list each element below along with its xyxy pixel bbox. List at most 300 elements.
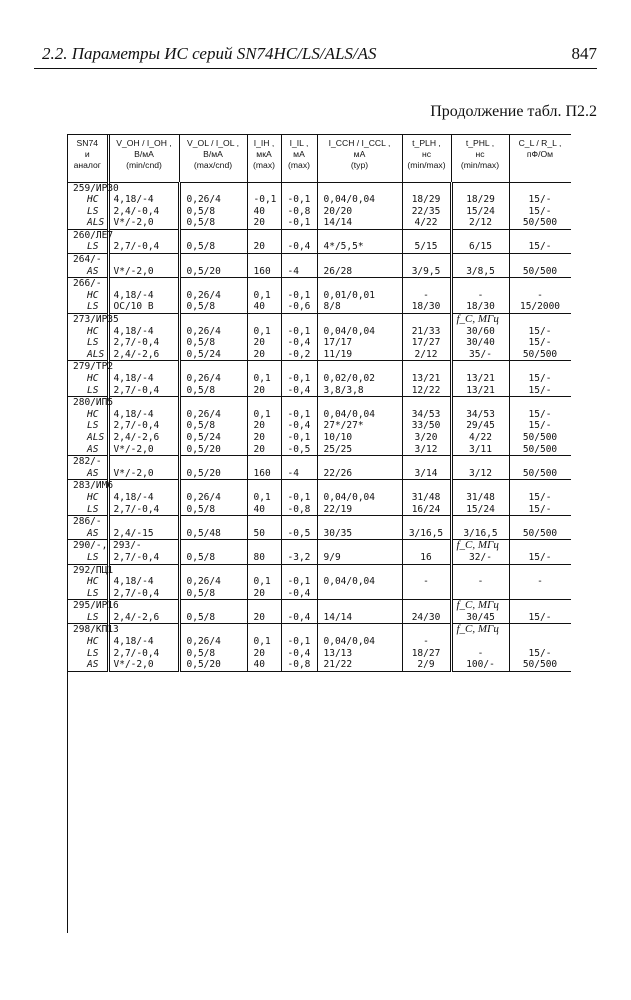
device-number: 292/ПЦ1 — [73, 564, 114, 576]
param-cell — [247, 254, 281, 278]
device-cell — [68, 624, 119, 671]
cell-value: -0,6 — [287, 301, 311, 313]
cell-value: 0,5/8 — [186, 587, 216, 599]
spacer-line — [510, 456, 571, 468]
param-cell — [108, 397, 179, 456]
spacer-line — [510, 565, 571, 577]
device-number: 298/КП13 — [73, 624, 119, 636]
cell-value: 15/- — [528, 408, 552, 420]
spacer-line — [288, 540, 317, 552]
table-row — [68, 600, 571, 624]
cell-value: 0,1 — [253, 408, 271, 420]
cell-value: 0,5/20 — [186, 659, 221, 671]
param-cell — [281, 540, 317, 564]
cell-value: 6/15 — [469, 241, 492, 253]
cell-value: - — [537, 576, 543, 588]
series-label: LS — [87, 611, 99, 623]
param-cell — [247, 600, 281, 624]
param-cell — [247, 314, 281, 361]
cell-value: 3/9,5 — [411, 265, 441, 277]
cell-value: OC/10 В — [113, 301, 154, 313]
spacer-line — [403, 600, 450, 612]
spacer-line — [324, 600, 402, 612]
param-cell — [317, 229, 402, 253]
spacer-line — [254, 480, 281, 492]
param-cell — [451, 456, 509, 480]
spacer-line — [187, 314, 247, 326]
cell-value: 2/9 — [417, 659, 435, 671]
spacer-line — [187, 516, 247, 528]
cell-value: - — [423, 576, 429, 588]
param-cell — [451, 314, 509, 361]
device-number: 282/- — [73, 456, 102, 468]
table-row — [68, 278, 571, 314]
cell-value: 0,04/0,04 — [323, 408, 375, 420]
spacer-line — [288, 397, 317, 409]
spacer-line — [254, 624, 281, 636]
cell-value: 15/- — [528, 384, 552, 396]
cell-value: 2,4/-2,6 — [113, 348, 160, 360]
spacer-line — [254, 254, 281, 266]
spacer-line — [288, 456, 317, 468]
cell-value: 15/- — [528, 205, 552, 217]
device-number: 290/-, 293/- — [73, 540, 142, 552]
param-cell — [317, 254, 402, 278]
cell-value: 26/28 — [323, 265, 353, 277]
param-cell — [281, 624, 317, 671]
param-cell — [281, 314, 317, 361]
cell-value: 2,4/-2,6 — [113, 431, 160, 443]
cell-value: 20 — [253, 431, 265, 443]
cell-value: 0,5/8 — [186, 611, 216, 623]
cell-value: -0,4 — [287, 384, 311, 396]
spacer-line — [324, 540, 402, 552]
param-cell — [179, 361, 247, 397]
table-row — [68, 540, 571, 564]
param-cell — [402, 361, 451, 397]
param-cell — [402, 456, 451, 480]
param-cell — [108, 229, 179, 253]
spacer-line — [254, 397, 281, 409]
cell-value: 16 — [420, 551, 432, 563]
table-caption: Продолжение табл. П2.2 — [430, 103, 597, 120]
device-cell — [68, 600, 119, 624]
spacer-line — [510, 600, 571, 612]
col-header: t_PHL , нс (min/max) — [451, 135, 509, 182]
param-cell — [451, 600, 509, 624]
cell-value: 4,18/-4 — [113, 408, 154, 420]
cell-value: -0,8 — [287, 205, 311, 217]
cell-value: 15/- — [528, 491, 552, 503]
param-cell — [247, 182, 281, 229]
cell-value: 31/48 — [411, 491, 441, 503]
param-cell — [179, 314, 247, 361]
device-number: 279/ТР2 — [73, 361, 114, 373]
cell-value: 2,4/-0,4 — [113, 205, 160, 217]
param-cell — [108, 456, 179, 480]
table-row — [68, 314, 571, 361]
cell-value: -0,1 — [287, 408, 311, 420]
param-cell — [281, 456, 317, 480]
series-label: HC — [87, 194, 99, 206]
fc-note: f_C, МГц — [456, 539, 499, 552]
param-cell — [317, 564, 402, 600]
spacer-line — [324, 278, 402, 290]
cell-value — [403, 588, 450, 600]
series-label: LS — [87, 503, 99, 515]
spacer-line — [114, 361, 178, 373]
cell-value: 0,5/8 — [186, 647, 216, 659]
spacer-line — [288, 624, 317, 636]
cell-value: 3,8/3,8 — [323, 384, 364, 396]
spacer-line — [324, 254, 402, 266]
cell-value: 18/29 — [466, 194, 495, 206]
param-cell — [108, 516, 179, 540]
param-cell — [179, 624, 247, 671]
device-number: 286/- — [73, 516, 102, 528]
cell-value: 0,04/0,04 — [323, 491, 375, 503]
cell-value — [324, 588, 402, 600]
device-cell — [68, 229, 114, 253]
param-cell — [509, 182, 571, 229]
cell-value: 3/12 — [469, 467, 492, 479]
param-cell — [281, 397, 317, 456]
cell-value: 34/53 — [466, 408, 495, 420]
series-label: ALS — [87, 348, 105, 360]
spacer-line — [453, 254, 509, 266]
cell-value: 2,7/-0,4 — [113, 587, 160, 599]
page-header — [34, 44, 597, 69]
param-cell — [451, 229, 509, 253]
cell-value: 18/27 — [411, 647, 441, 659]
cell-value: 0,5/48 — [186, 527, 221, 539]
series-label: AS — [87, 659, 99, 671]
param-cell — [509, 480, 571, 516]
table-row — [68, 397, 571, 456]
device-cell — [68, 314, 119, 361]
spacer-line — [187, 480, 247, 492]
device-number: 280/ИП5 — [73, 397, 114, 409]
spacer-line — [403, 480, 450, 492]
spacer-line — [187, 540, 247, 552]
cell-value: 2,7/-0,4 — [113, 384, 160, 396]
spacer-line — [288, 516, 317, 528]
param-cell — [509, 229, 571, 253]
cell-value: 2,7/-0,4 — [113, 241, 160, 253]
spacer-line — [254, 565, 281, 577]
fc-note: f_C, МГц — [456, 623, 499, 636]
cell-value: 0,5/8 — [186, 301, 216, 313]
cell-value: 0,26/4 — [186, 636, 221, 648]
cell-value: 50/500 — [522, 265, 558, 277]
device-number: 266/- — [73, 278, 102, 290]
spacer-line — [324, 516, 402, 528]
cell-value: 20 — [253, 420, 265, 432]
spacer-line — [114, 600, 178, 612]
cell-value: 15/2000 — [519, 301, 561, 313]
spacer-line — [254, 183, 281, 195]
param-cell — [317, 314, 402, 361]
cell-value: 0,5/20 — [186, 443, 221, 455]
spacer-line — [254, 516, 281, 528]
cell-value: 30/35 — [323, 527, 353, 539]
cell-value: 0,5/8 — [186, 337, 216, 349]
cell-value: 13/13 — [323, 647, 353, 659]
cell-value: 15/- — [528, 325, 552, 337]
col-header: C_L / R_L , пФ/Ом — [509, 135, 571, 182]
param-cell — [247, 229, 281, 253]
spacer-line — [510, 540, 571, 552]
cell-value: -0,1 — [287, 491, 311, 503]
cell-value: -0,4 — [287, 587, 311, 599]
cell-value: -3,2 — [287, 551, 311, 563]
col-header: I_IL , мА (max) — [281, 135, 317, 182]
spacer-line — [324, 397, 402, 409]
cell-value: 50/500 — [522, 431, 558, 443]
col-header: t_PLH , нс (min/max) — [402, 135, 451, 182]
cell-value: 15/24 — [466, 503, 495, 515]
cell-value: 0,5/8 — [186, 205, 216, 217]
spacer-line — [324, 314, 402, 326]
cell-value: -0,4 — [287, 241, 311, 253]
cell-value: 40 — [253, 301, 265, 313]
device-number: 283/ИМ6 — [73, 480, 114, 492]
spacer-line — [510, 624, 571, 636]
spacer-line — [288, 314, 317, 326]
cell-value: 14/14 — [323, 611, 353, 623]
cell-value: V*/-2,0 — [113, 443, 154, 455]
col-header: V_OH / I_OH , В/мА (min/cnd) — [108, 135, 179, 182]
cell-value: 33/50 — [411, 420, 441, 432]
col-header: V_OL / I_OL , В/мА (max/cnd) — [179, 135, 247, 182]
cell-value: -0,5 — [287, 443, 311, 455]
cell-value: 0,5/8 — [186, 503, 216, 515]
param-cell — [281, 229, 317, 253]
table-row — [68, 254, 571, 278]
spacer-line — [114, 397, 178, 409]
cell-value: 0,1 — [253, 636, 271, 648]
cell-value: 35/- — [469, 348, 492, 360]
spacer-line — [324, 361, 402, 373]
cell-value: 18/29 — [411, 194, 441, 206]
cell-value: 16/24 — [411, 503, 441, 515]
series-label: LS — [87, 205, 99, 217]
param-cell — [247, 456, 281, 480]
cell-value: 20 — [253, 611, 265, 623]
param-cell — [402, 278, 451, 314]
cell-value: 20 — [253, 217, 265, 229]
param-cell — [451, 540, 509, 564]
cell-value: 13/21 — [411, 373, 441, 384]
device-cell — [68, 516, 108, 540]
spacer-line — [403, 254, 450, 266]
param-cell — [402, 540, 451, 564]
spacer-line — [288, 183, 317, 195]
series-label: HC — [87, 289, 99, 301]
param-cell — [247, 564, 281, 600]
cell-value: 20/20 — [323, 205, 353, 217]
param-cell — [509, 540, 571, 564]
cell-value: 15/24 — [466, 205, 495, 217]
cell-value: 100/- — [466, 659, 495, 671]
device-number: 259/ИР30 — [73, 182, 119, 194]
cell-value: 3/20 — [414, 431, 438, 443]
table-header-row — [68, 135, 571, 182]
param-cell — [402, 314, 451, 361]
cell-value: 15/- — [528, 337, 552, 349]
cell-value: -0,1 — [287, 576, 311, 588]
cell-value: 4,18/-4 — [113, 491, 154, 503]
cell-value: 0,5/8 — [186, 420, 216, 432]
cell-value: 14/14 — [323, 217, 353, 229]
param-cell — [451, 278, 509, 314]
series-label: AS — [87, 443, 99, 455]
cell-value: -0,1 — [287, 289, 311, 301]
param-cell — [509, 254, 571, 278]
cell-value: 5/15 — [414, 241, 438, 253]
param-cell — [317, 516, 402, 540]
cell-value: 3/8,5 — [466, 265, 495, 277]
cell-value: 13/21 — [466, 373, 495, 384]
cell-value: 15/- — [528, 503, 552, 515]
cell-value: 9/9 — [323, 551, 341, 563]
cell-value: -0,1 — [287, 636, 311, 648]
param-cell — [402, 229, 451, 253]
param-cell — [281, 564, 317, 600]
param-cell — [317, 182, 402, 229]
cell-value: -0,4 — [287, 647, 311, 659]
cell-value: 0,26/4 — [186, 289, 221, 301]
cell-value: 3/16,5 — [408, 527, 444, 539]
series-label: HC — [87, 325, 99, 337]
param-cell — [509, 600, 571, 624]
spacer-line — [510, 314, 571, 326]
param-cell — [281, 600, 317, 624]
spacer-line — [324, 183, 402, 195]
page-number: 847 — [571, 44, 597, 63]
spacer-line — [453, 480, 509, 492]
param-cell — [509, 564, 571, 600]
cell-value: 50/500 — [522, 467, 558, 479]
spacer-line — [187, 565, 247, 577]
device-number: 295/ИР16 — [73, 600, 119, 612]
cell-value: 40 — [253, 503, 265, 515]
cell-value: 0,04/0,04 — [323, 325, 375, 337]
spacer-line — [510, 254, 571, 266]
spacer-line — [187, 254, 247, 266]
spacer-line — [403, 361, 450, 373]
param-cell — [317, 540, 402, 564]
cell-value: 12/22 — [411, 384, 441, 396]
cell-value: 2,7/-0,4 — [113, 337, 160, 349]
spacer-line — [187, 397, 247, 409]
param-cell — [281, 278, 317, 314]
param-cell — [451, 516, 509, 540]
series-label: LS — [87, 420, 99, 432]
series-label: LS — [87, 551, 99, 563]
cell-value: V*/-2,0 — [113, 265, 154, 277]
spacer-line — [453, 397, 509, 409]
cell-value: 0,26/4 — [186, 491, 221, 503]
cell-value: 0,5/8 — [186, 241, 216, 253]
cell-value: 0,26/4 — [186, 325, 221, 337]
device-cell — [68, 254, 108, 278]
spacer-line — [510, 516, 571, 528]
param-cell — [509, 314, 571, 361]
cell-value: -0,8 — [287, 659, 311, 671]
spacer-line — [114, 254, 178, 266]
cell-value: 2/12 — [469, 217, 492, 229]
param-cell — [179, 229, 247, 253]
cell-value: 40 — [253, 205, 265, 217]
cell-value: 20 — [253, 384, 265, 396]
cell-value: 4,18/-4 — [113, 289, 154, 301]
param-cell — [402, 516, 451, 540]
cell-value: 18/30 — [466, 301, 495, 313]
param-cell — [509, 397, 571, 456]
param-cell — [247, 624, 281, 671]
series-label: LS — [87, 241, 99, 253]
spacer-line — [403, 183, 450, 195]
device-cell — [68, 182, 119, 229]
cell-value: 2,7/-0,4 — [113, 420, 160, 432]
spacer-line — [403, 540, 450, 552]
cell-value: 0,1 — [253, 491, 271, 503]
table-row — [68, 456, 571, 480]
col-header: SN74 и аналог — [68, 135, 108, 182]
series-label: LS — [87, 301, 99, 313]
table-row — [68, 182, 571, 229]
cell-value: 50/500 — [522, 348, 558, 360]
table-row — [68, 624, 571, 671]
spacer-line — [254, 456, 281, 468]
cell-value: 27*/27* — [323, 420, 364, 432]
spacer-line — [453, 516, 509, 528]
spacer-line — [403, 278, 450, 290]
param-cell — [509, 278, 571, 314]
spacer-line — [324, 456, 402, 468]
cell-value: 20 — [253, 241, 265, 253]
param-cell — [247, 480, 281, 516]
cell-value: 8/8 — [323, 301, 341, 313]
table-row — [68, 516, 571, 540]
cell-value: - — [477, 576, 484, 588]
section-title: 2.2. Параметры ИС серий SN74HC/LS/ALS/AS — [42, 44, 377, 63]
spacer-line — [510, 230, 571, 242]
table-row — [68, 480, 571, 516]
spacer-line — [187, 278, 247, 290]
series-label: HC — [87, 491, 99, 503]
param-cell — [247, 361, 281, 397]
series-label: LS — [87, 647, 99, 659]
spacer-line — [403, 456, 450, 468]
spacer-line — [324, 624, 402, 636]
spacer-line — [288, 254, 317, 266]
series-label: LS — [87, 384, 99, 396]
cell-value: -0,2 — [287, 348, 311, 360]
cell-value: 18/30 — [411, 301, 441, 313]
param-cell — [402, 564, 451, 600]
param-cell — [179, 540, 247, 564]
cell-value: 29/45 — [466, 420, 495, 432]
cell-value: 21/33 — [411, 325, 441, 337]
param-cell — [179, 564, 247, 600]
cell-value: 21/22 — [323, 659, 353, 671]
spacer-line — [453, 361, 509, 373]
cell-value: 3/12 — [414, 443, 438, 455]
param-cell — [402, 624, 451, 671]
cell-value: 34/53 — [411, 408, 441, 420]
